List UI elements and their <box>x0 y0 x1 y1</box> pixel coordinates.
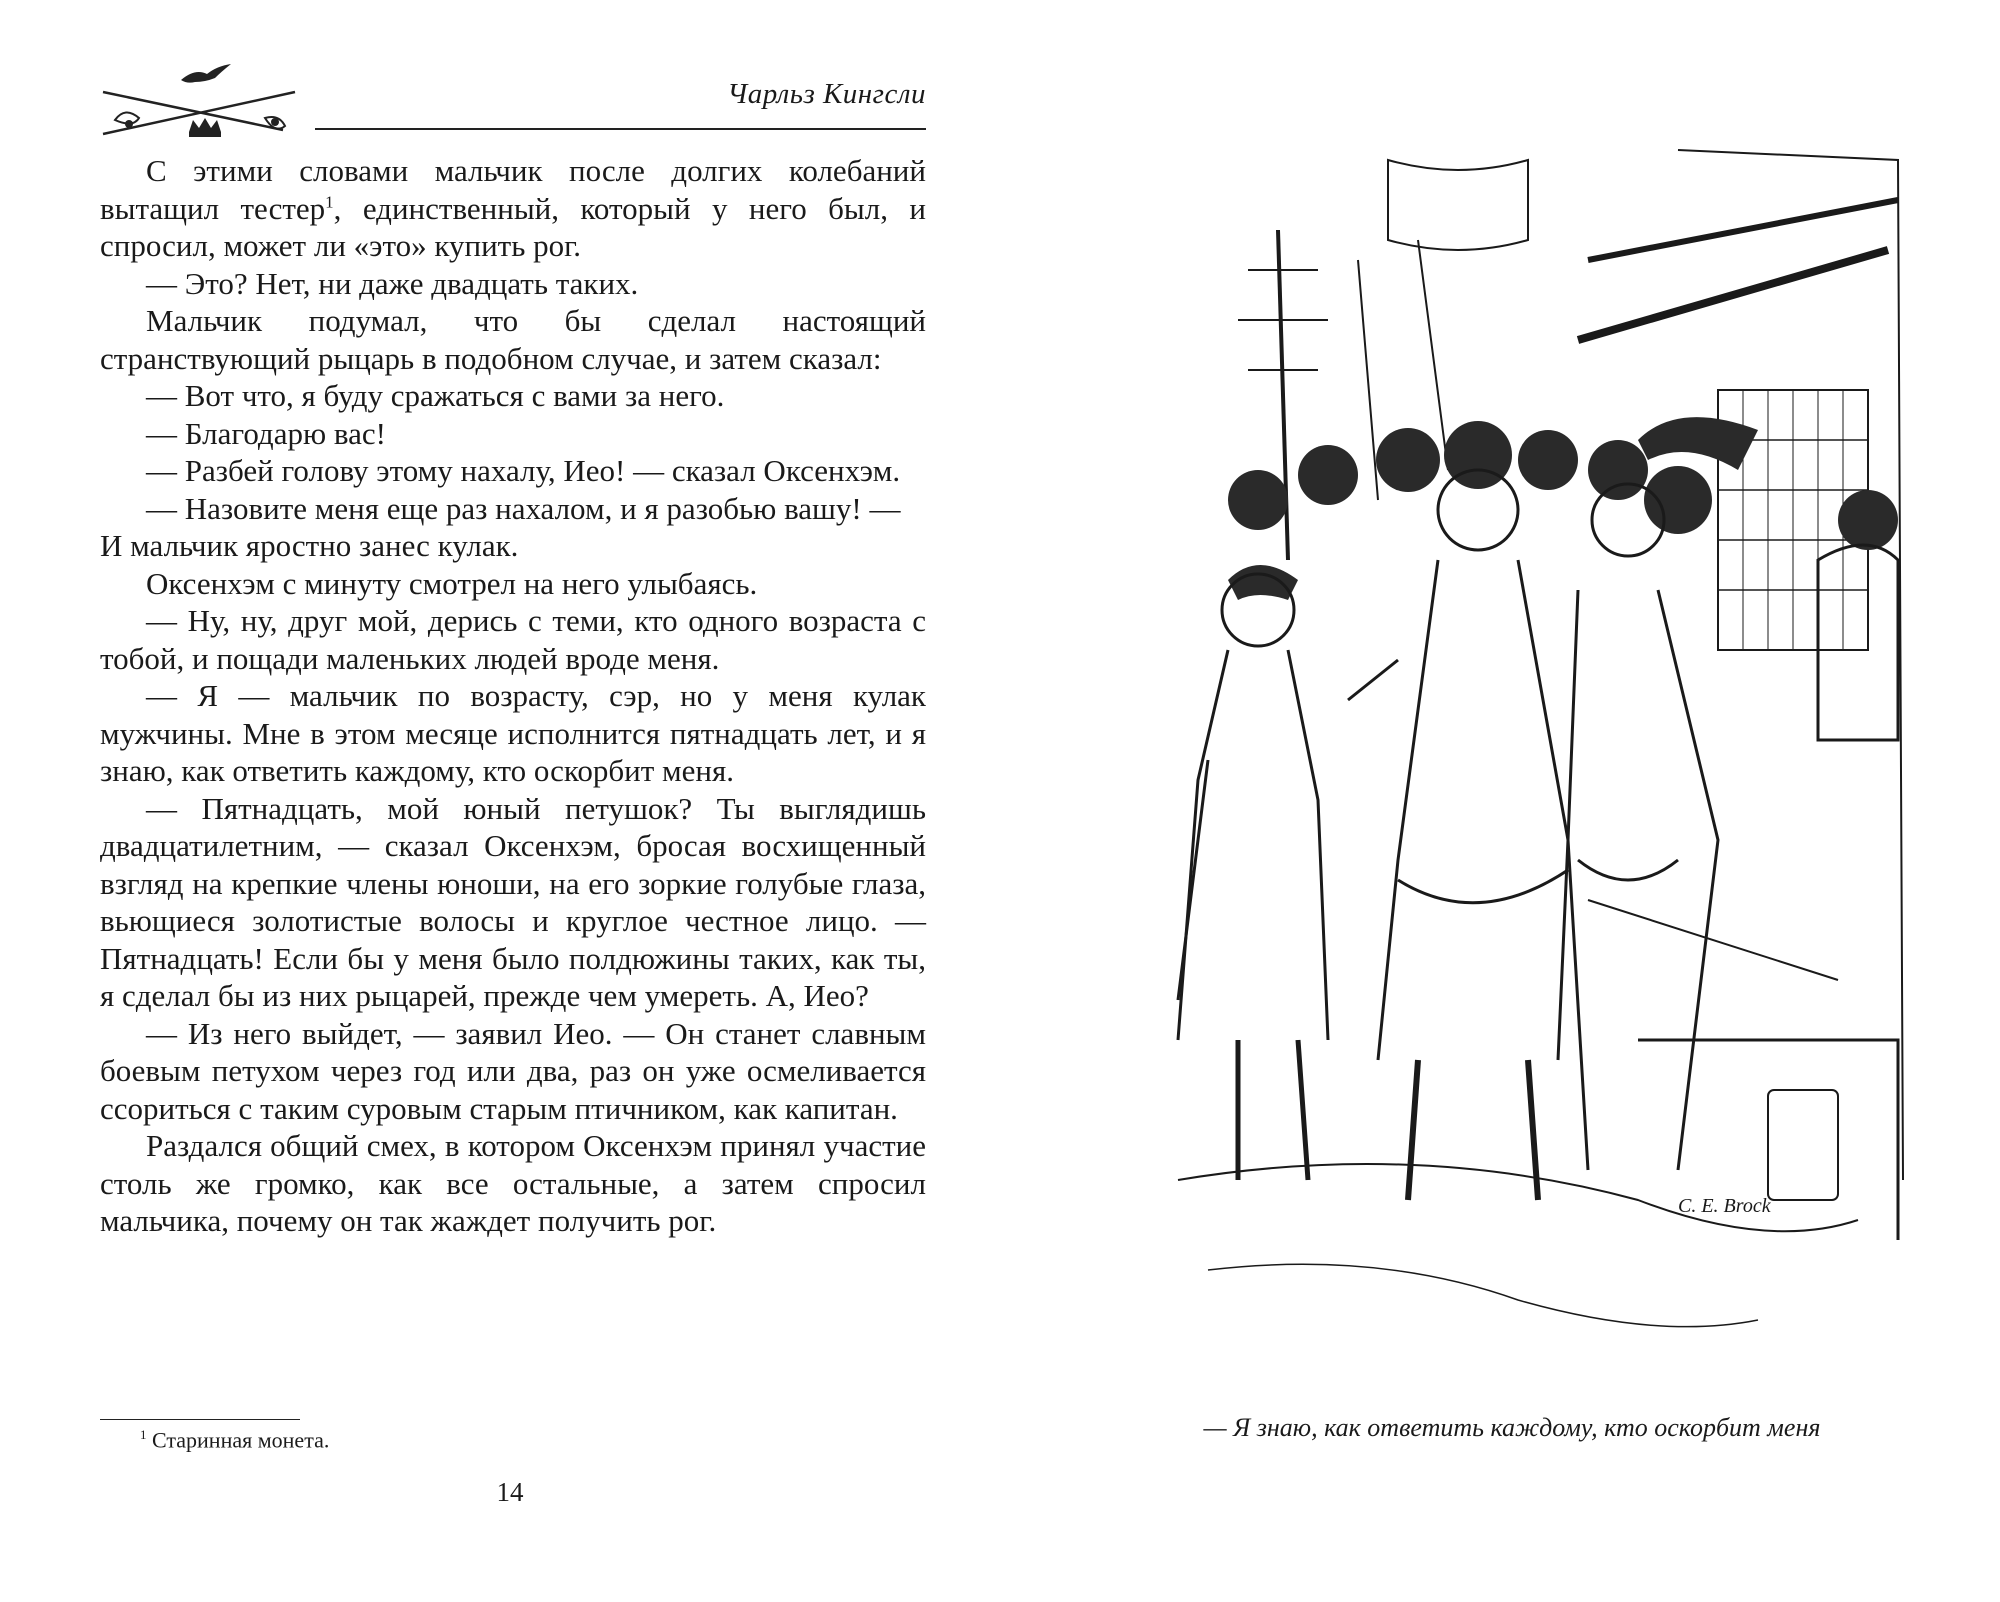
paragraph: — Благодарю вас! <box>146 415 386 451</box>
right-page <box>1000 0 2000 1602</box>
page-number: 14 <box>496 1477 524 1507</box>
paragraph: Раздался общий смех, в котором Оксенхэм принял участие столь же громко, как все остальные, а затем спросил мальчика, почему он так жаждет получить рог. <box>100 1128 926 1238</box>
paragraph: И мальчик яростно занес кулак. <box>100 528 519 563</box>
paragraph: — Разбей голову этому нахалу, Иео! — сказал Оксенхэм. <box>146 453 901 488</box>
illustration <box>1118 140 1906 1390</box>
running-head: Чарльз Кингсли <box>727 78 926 110</box>
paragraph: — Я — мальчик по возрасту, сэр, но у меня кулак мужчины. Мне в этом месяце исполнится пятнадцать лет, и я знаю, как ответить каждому, кто оскорбит меня. <box>100 678 926 788</box>
footnote <box>140 1427 329 1453</box>
paragraph: Мальчик подумал, что бы сделал настоящий странствующий рыцарь в подобном случае, и затем сказал: <box>100 303 926 376</box>
paragraph: — Пятнадцать, мой юный петушок? Ты выглядишь двадцатилетним, — сказал Оксенхэм, бросая восхищенный взгляд на крепкие члены юноши, на его зоркие голубые глаза, вьющиеся золотистые волосы и круглое честное лицо. — Пятнадцать! Если бы у меня было полдюжины таких, как ты, я сделал бы из них рыцарей, прежде чем умереть. А, Иео? <box>100 790 926 1013</box>
paragraph: — Ну, ну, друг мой, дерись с теми, кто одного возраста с тобой, и пощади маленьких людей вроде меня. <box>100 603 926 676</box>
footnote-text: Старинная монета. <box>152 1427 330 1453</box>
footnote-rule <box>100 1419 300 1420</box>
paragraph <box>100 152 926 265</box>
paragraph-text: , единственный, который у него был, и спросил, может ли «это» купить рог. <box>100 190 926 263</box>
footnote-marker: 1 <box>140 1427 147 1442</box>
body-text <box>100 152 926 1240</box>
paragraph: — Из него выйдет, — заявил Иео. — Он станет славным боевым петухом через год или два, раз он уже осмеливается ссориться с таким суровым старым птичником, как капитан. <box>100 1015 926 1126</box>
crossed-swords-crown-eagle-icon <box>95 58 305 148</box>
header-rule <box>315 128 926 130</box>
paragraph-text: С этими словами мальчик после долгих колебаний вытащил тестер <box>100 153 926 226</box>
paragraph: — Назовите меня еще раз нахалом, и я разобью вашу! — <box>146 490 901 526</box>
footnote-ref: 1 <box>325 192 334 212</box>
paragraph: — Это? Нет, ни даже двадцать таких. <box>146 265 639 301</box>
illustration-signature: C. E. Brock <box>1678 1195 1771 1217</box>
paragraph: — Вот что, я буду сражаться с вами за него. <box>146 378 725 413</box>
paragraph: Оксенхэм с минуту смотрел на него улыбаясь. <box>146 565 758 601</box>
illustration-caption: — Я знаю, как ответить каждому, кто оскорбит меня <box>1203 1413 1821 1442</box>
